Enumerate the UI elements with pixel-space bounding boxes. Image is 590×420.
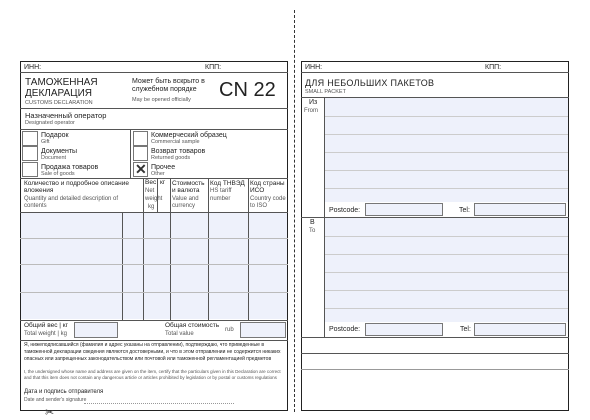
small-packet-title: ДЛЯ НЕБОЛЬШИХ ПАКЕТОВ [305,78,435,88]
col-value-header-en: Value and currency [172,196,199,210]
from-tel-field[interactable] [474,203,566,216]
from-postcode-label: Postcode: [329,207,361,214]
total-weight-label: Общий вес | кг [24,322,68,329]
from-tel-label: Tel: [459,207,470,214]
signature-line[interactable] [84,403,234,404]
gift-label: Подарок [41,132,69,139]
commercial-sample-checkbox[interactable] [133,131,148,146]
designated-operator-label: Назначенный оператор [25,111,107,120]
certification-text: Я, нижеподписавшийся (фамилия и адрес указаны на отправлении), подтверждаю, что приведенные в таможенной декларации сведения являются достоверными, и что в этом отправлении не содержится никаких опасных или запрещенных законодательством или почтовой или таможенной регламентацией предметов [24,342,281,362]
commercial-sample-label: Коммерческий образец [151,132,227,139]
form-title-en: CUSTOMS DECLARATION [25,100,93,106]
kpp-label: КПП: [205,64,222,71]
inn-label-right: ИНН: [305,64,323,71]
to-label: В [310,219,315,226]
to-tel-label: Tel: [460,326,471,333]
other-label: Прочее [151,164,176,171]
scissors-icon: ✂ [45,407,55,419]
may-open-label: Может быть вскрыто в служебном порядке [132,78,205,94]
total-value-label-en: Total value [165,331,194,337]
small-packet-title-en: SMALL PACKET [305,89,346,95]
to-postcode-label: Postcode: [329,326,361,333]
col-weight-header: Вес [145,179,157,186]
commercial-sample-label-en: Commercial sample [151,139,200,145]
currency-value: rub [225,327,234,333]
to-postcode-field[interactable] [365,323,443,336]
total-value-field[interactable] [240,322,286,338]
to-address-field[interactable] [325,218,568,322]
to-tel-field[interactable] [474,323,566,336]
other-label-en: Other [151,171,165,177]
designated-operator-label-en: Designated operator [25,120,75,126]
from-postcode-field[interactable] [365,203,443,216]
may-open-label-en: May be opened officially [132,97,191,103]
total-weight-label-en: Total weight | kg [24,331,67,337]
total-weight-field[interactable] [74,322,118,338]
check-mark-icon: ✕ [135,161,147,177]
other-checkbox[interactable] [133,162,148,177]
from-address-field[interactable] [325,98,568,202]
form-code: CN 22 [219,79,276,101]
col-hs-code-header: Код ТНВЭД [210,180,245,187]
cut-line [294,10,295,412]
sale-of-goods-label: Продажа товаров [41,164,99,171]
col-hs-code-header-en: HS tariff number [210,188,232,202]
col-kg-header: кг [160,179,166,186]
col-kg-header-en: kg [148,204,155,210]
document-label: Документы [41,148,78,155]
col-country-header: Код страны ИСО [250,180,285,195]
col-description-header: Количество и подробное описание вложения [24,180,129,195]
col-description-header-en: Quantity and detailed description of contents [24,196,119,210]
certification-text-en: I, the undersigned whose name and address are given on the item, certify that the particulars given in this Declaration are correct and that this item does not contain any dangerous article or articles prohibited by legislation or by postal or customs regulations [24,369,281,380]
sale-of-goods-label-en: Sale of goods [41,171,75,177]
signature-label-en: Date and sender's signature [24,397,87,403]
from-label-en: From [304,108,318,114]
returned-goods-label: Возврат товаров [151,148,206,155]
signature-label: Дата и подпись отправителя [24,389,104,395]
col-country-header-en: Country code to ISO [250,196,286,210]
document-checkbox[interactable] [22,146,38,161]
kpp-label-right: КПП: [485,64,502,71]
from-label: Из [309,99,318,106]
col-weight-header-en: Net weight [145,188,163,202]
form-title: ТАМОЖЕННАЯ ДЕКЛАРАЦИЯ [25,77,98,99]
gift-checkbox[interactable] [22,131,38,146]
sale-of-goods-checkbox[interactable] [22,162,38,177]
inn-label: ИНН: [24,64,42,71]
gift-label-en: Gift [41,139,50,145]
document-label-en: Document [41,155,67,161]
col-value-header: Стоимость и валюта [172,180,205,195]
to-label-en: To [309,228,316,234]
returned-goods-checkbox[interactable] [133,146,148,161]
total-value-label: Общая стоимость [165,322,220,329]
returned-goods-label-en: Returned goods [151,155,191,161]
